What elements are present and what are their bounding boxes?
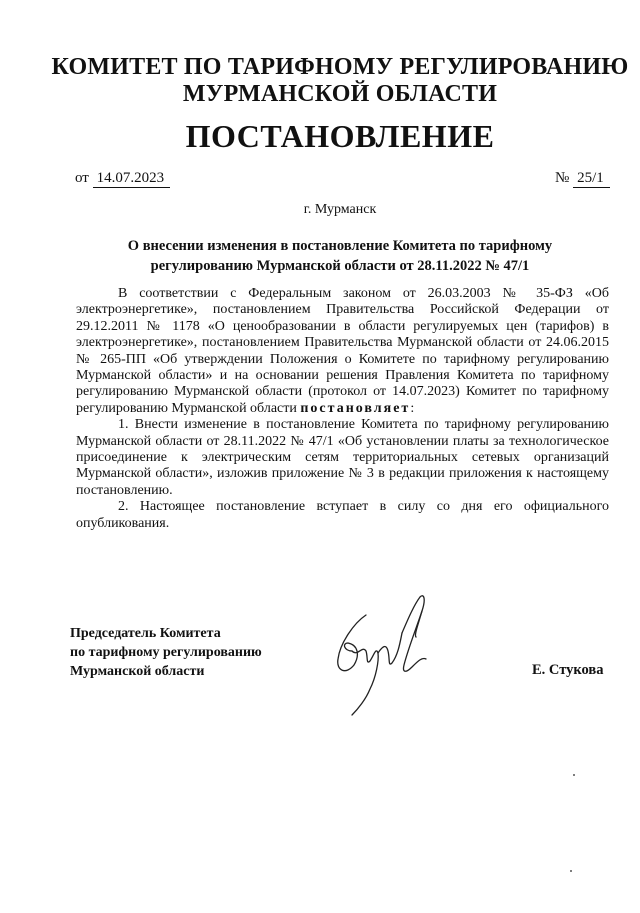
subject-line-2: регулированию Мурманской области от 28.11.2022 № 47/1: [150, 258, 530, 274]
organization-title-line-2: МУРМАНСКОЙ ОБЛАСТИ: [182, 81, 498, 107]
signer-position-line-1: Председатель Комитета: [70, 626, 221, 641]
number-prefix: №: [555, 170, 570, 186]
preamble-text: В соответствии с Федеральным законом от 26.03.2003 № 35-ФЗ «Об электроэнергетике», постановлением Правительства Российской Федерации от 29.12.2011 № 1178 «О ценообразовании в области регулируемых цен (тарифов) в электроэнергетике», постановлением Правительства Мурманской области от 24.06.2015 № 265-ПП «Об утверждении Положения о Комитете по тарифному регулированию Мурманской области» и на основании решения Правления Комитета по тарифному регулированию Мурманской области (протокол от 14.07.2023) Комитет по тарифному регулированию Мурманской области: [76, 286, 609, 416]
resolves-word: постановляет: [300, 400, 411, 416]
date-value: 14.07.2023: [93, 170, 171, 188]
document-body: [76, 286, 609, 532]
document-number: [555, 170, 610, 188]
document-city: г. Мурманск: [303, 202, 377, 217]
document-type-heading: ПОСТАНОВЛЕНИЕ: [185, 118, 495, 154]
signer-name: Е. Стукова: [532, 662, 604, 678]
document-date: [75, 170, 170, 188]
number-value: 25/1: [573, 170, 610, 188]
scan-speck: [570, 870, 572, 872]
subject-line-1: О внесении изменения в постановление Комитета по тарифному: [127, 238, 553, 254]
signer-position: [70, 624, 262, 681]
organization-title: [40, 54, 640, 108]
scan-speck: [573, 774, 575, 776]
date-prefix: от: [75, 170, 89, 186]
signer-position-line-2: по тарифному регулированию: [70, 645, 262, 660]
item-1-paragraph: 1. Внести изменение в постановление Комитета по тарифному регулированию Мурманской области от 28.11.2022 № 47/1 «Об установлении платы за технологическое присоединение к электрическим сетям территориальных сетевых организаций Мурманской области», изложив приложение № 3 в редакции приложения к настоящему постановлению.: [76, 417, 609, 498]
handwritten-signature: [318, 585, 448, 725]
document-subject: [60, 236, 620, 276]
organization-title-line-1: КОМИТЕТ ПО ТАРИФНОМУ РЕГУЛИРОВАНИЮ: [51, 54, 629, 80]
preamble-paragraph: [76, 286, 609, 417]
item-2-paragraph: 2. Настоящее постановление вступает в силу со дня его официального опубликования.: [76, 499, 609, 531]
signer-position-line-3: Мурманской области: [70, 664, 205, 679]
resolves-suffix: :: [410, 400, 415, 416]
